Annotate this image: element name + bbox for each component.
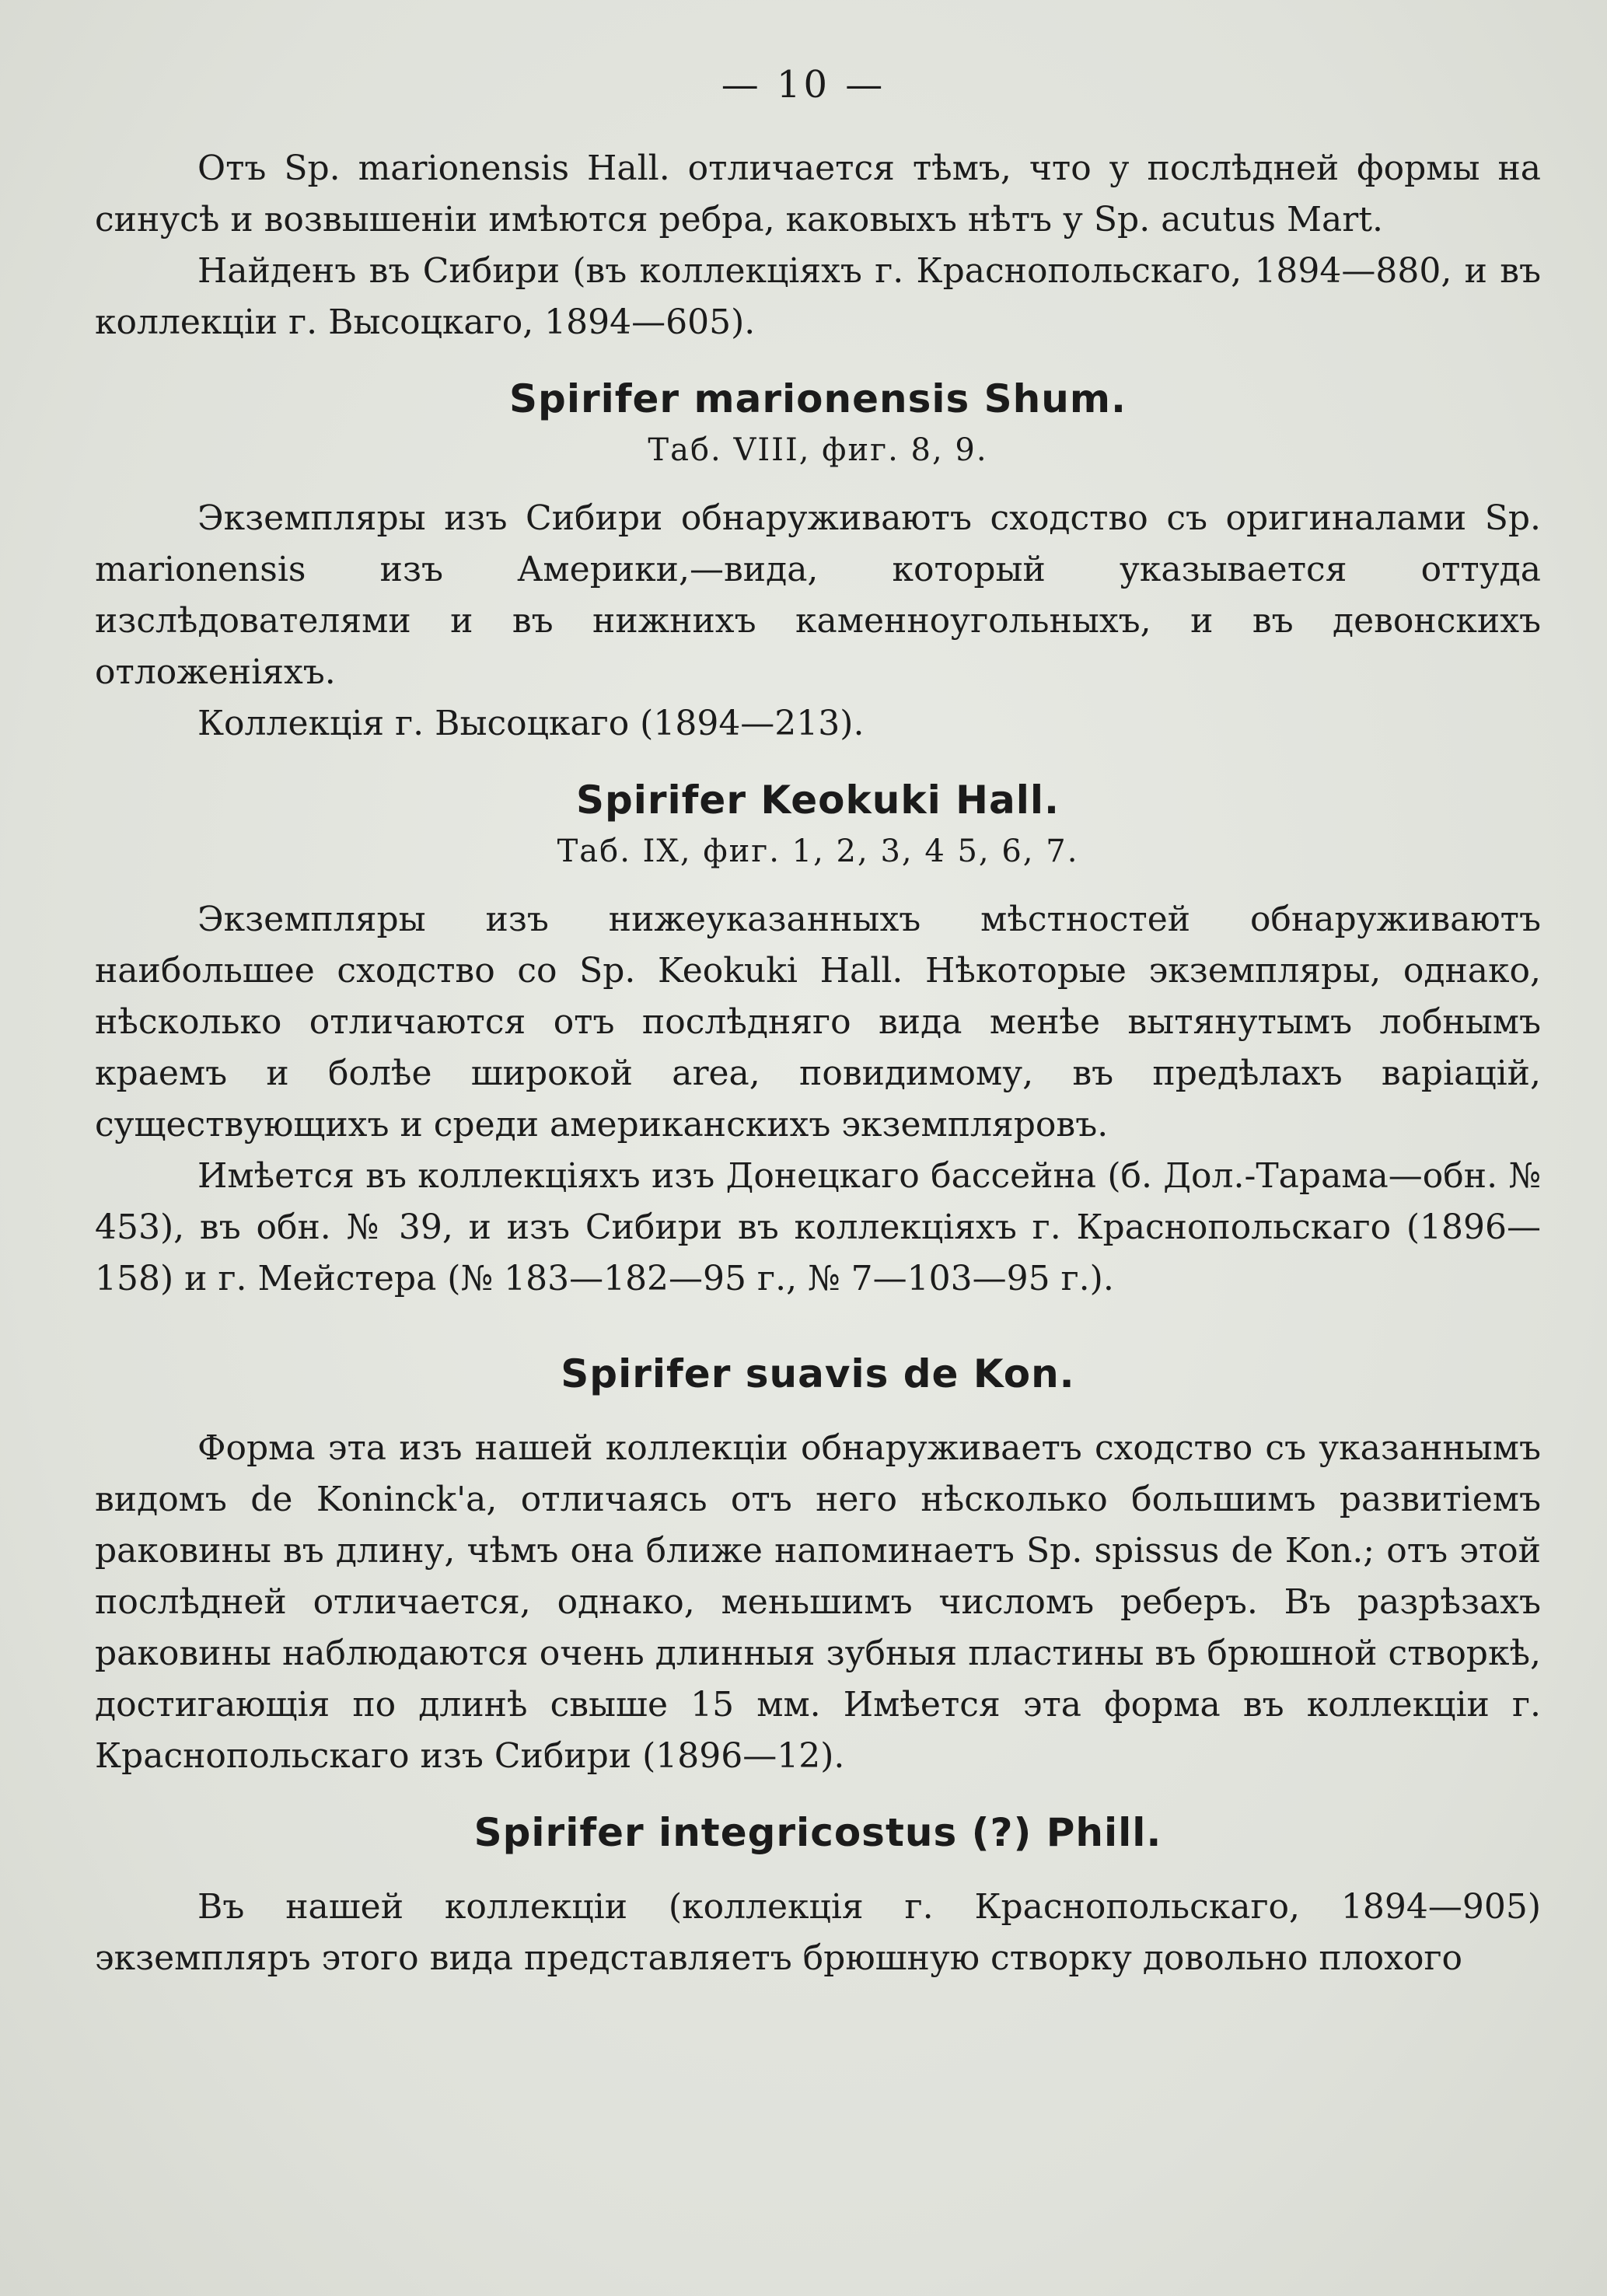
heading-integricostus: Spirifer integricostus (?) Phill. xyxy=(473,1810,1162,1855)
paragraph-marionensis-description: Экземпляры изъ Сибири обнаруживаютъ сходство съ оригиналами Sp. marionensis изъ Америки,—вида, который указывается оттуда изслѣдователями и въ нижнихъ каменноугольныхъ, и въ девонскихъ отложеніяхъ. xyxy=(95,498,1541,692)
paragraph-acutus-locality: Найденъ въ Сибири (въ коллекціяхъ г. Краснопольскаго, 1894—880, и въ коллекціи г. Высоцкаго, 1894—605). xyxy=(95,251,1541,342)
paragraph-acutus-difference: Отъ Sp. marionensis Hall. отличается тѣмъ, что у послѣдней формы на синусѣ и возвышеніи имѣются ребра, каковыхъ нѣтъ у Sp. acutus Mart. xyxy=(95,149,1541,239)
paragraph-keokuki-localities: Имѣется въ коллекціяхъ изъ Донецкаго бассейна (б. Дол.-Тарама—обн. № 453), въ обн. № 39, и изъ Сибири въ коллекціяхъ г. Краснопольскаго (1896—158) и г. Мейстера (№ 183—182—95 г., № 7—103—95 г.). xyxy=(95,1156,1541,1298)
page-number: — 10 — xyxy=(721,63,886,107)
paragraph-suavis-description: Форма эта изъ нашей коллекціи обнаруживаетъ сходство съ указаннымъ видомъ de Koninck'a, отличаясь отъ него нѣсколько большимъ развитіемъ раковины въ длину, чѣмъ она ближе напоминаетъ Sp. spissus de Kon.; отъ этой послѣдней отличается, однако, меньшимъ числомъ реберъ. Въ разрѣзахъ раковины наблюдаются очень длинныя зубныя пластины въ брюшной створкѣ, достигающія по длинѣ свыше 15 мм. Имѣется эта форма въ коллекціи г. Краснопольскаго изъ Сибири (1896—12). xyxy=(95,1428,1541,1776)
paragraph-integricostus-description: Въ нашей коллекціи (коллекція г. Краснопольскаго, 1894—905) экземпляръ этого вида представляетъ брюшную створку довольно плохого xyxy=(95,1887,1541,1978)
paragraph-keokuki-description: Экземпляры изъ нижеуказанныхъ мѣстностей обнаруживаютъ наибольшее сходство со Sp. Keokuki Hall. Нѣкоторые экземпляры, однако, нѣсколько отличаются отъ послѣдняго вида менѣе вытянутымъ лобнымъ краемъ и болѣе широкой area, повидимому, въ предѣлахъ варіацій, существующихъ и среди американскихъ экземпляровъ. xyxy=(95,900,1541,1145)
heading-keokuki: Spirifer Keokuki Hall. xyxy=(575,778,1060,823)
plate-reference-keokuki: Таб. IX, фиг. 1, 2, 3, 4 5, 6, 7. xyxy=(557,833,1079,869)
plate-reference-marionensis: Таб. VIII, фиг. 8, 9. xyxy=(648,432,988,468)
heading-suavis: Spirifer suavis de Kon. xyxy=(561,1351,1075,1396)
paragraph-marionensis-collection: Коллекція г. Высоцкаго (1894—213). xyxy=(197,704,865,743)
heading-marionensis: Spirifer marionensis Shum. xyxy=(509,376,1127,421)
page-body xyxy=(95,143,1541,1984)
